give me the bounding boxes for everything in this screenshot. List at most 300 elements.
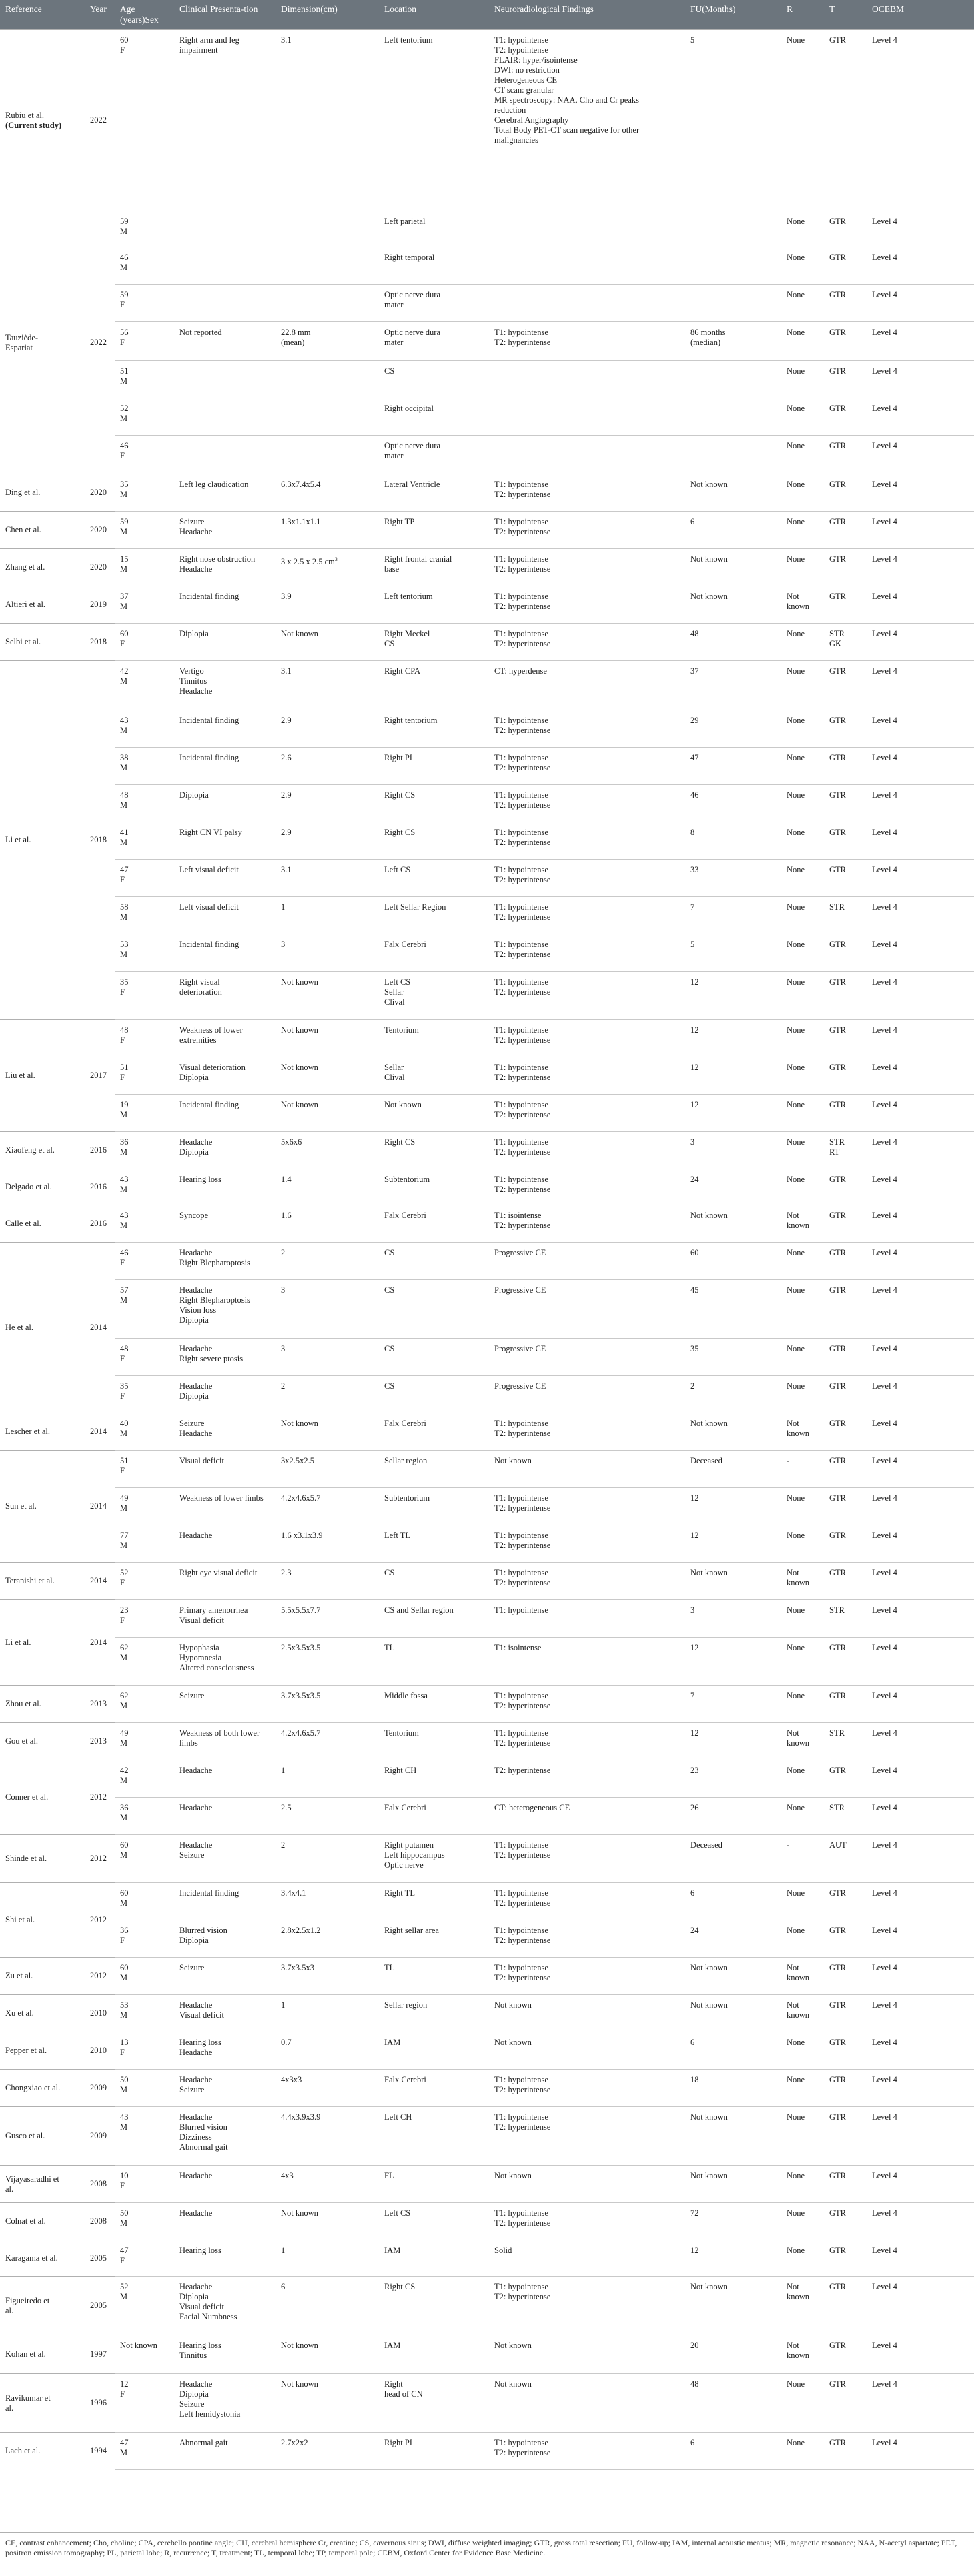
cell-ocebm: Level 4	[867, 748, 974, 785]
cell-follow-up: 12	[685, 1723, 781, 1760]
cell-year: 2022	[85, 30, 115, 211]
cell-recurrence: None	[781, 549, 824, 586]
cell-treatment: GTR	[824, 2374, 867, 2433]
cell-location: CS	[379, 1339, 489, 1376]
cell-clinical-presentation: Left leg claudication	[174, 474, 276, 512]
cell-reference: Pepper et al.	[0, 2032, 85, 2070]
cell-neuroradiological-findings: T1: hypointense T2: hyperintense	[489, 1020, 685, 1057]
cell-location: Left CS Sellar Clival	[379, 972, 489, 1020]
cell-ocebm: Level 4	[867, 361, 974, 398]
cell-ocebm: Level 4	[867, 211, 974, 247]
cell-neuroradiological-findings: T1: hypointense T2: hyperintense	[489, 1563, 685, 1600]
cell-dimension: 2.7x2x2	[276, 2433, 379, 2470]
col-header-location: Location	[379, 0, 489, 30]
cell-ocebm: Level 4	[867, 1205, 974, 1243]
cell-ocebm: Level 4	[867, 1798, 974, 1835]
cell-age-sex: 49 M	[115, 1488, 174, 1525]
cell-treatment: GTR	[824, 30, 867, 211]
cell-follow-up: 72	[685, 2203, 781, 2240]
cell-age-sex: 43 M	[115, 710, 174, 748]
cell-neuroradiological-findings: T1: hypointense T2: hyperintense	[489, 474, 685, 512]
cell-age-sex: 35 M	[115, 474, 174, 512]
cell-neuroradiological-findings	[489, 398, 685, 436]
cell-clinical-presentation	[174, 398, 276, 436]
cell-treatment: STR RT	[824, 1132, 867, 1169]
cell-dimension: 2	[276, 1243, 379, 1280]
cell-age-sex: 35 F	[115, 972, 174, 1020]
cell-ocebm: Level 4	[867, 2203, 974, 2240]
cell-reference: Calle et al.	[0, 1205, 85, 1243]
col-header-clinical-presentation: Clinical Presenta-tion	[174, 0, 276, 30]
cell-follow-up: 8	[685, 822, 781, 860]
cell-neuroradiological-findings: T1: hypointense T2: hyperintense	[489, 785, 685, 822]
cell-follow-up: Deceased	[685, 1451, 781, 1488]
cell-year: 2013	[85, 1723, 115, 1760]
cell-clinical-presentation: Left visual deficit	[174, 897, 276, 934]
cell-dimension	[276, 398, 379, 436]
cell-dimension	[276, 247, 379, 285]
cell-neuroradiological-findings: T1: hypointense T2: hyperintense	[489, 1723, 685, 1760]
cell-recurrence: Not known	[781, 1413, 824, 1451]
cell-follow-up: 47	[685, 748, 781, 785]
table-row	[0, 30, 974, 211]
cell-clinical-presentation	[174, 436, 276, 474]
table-row	[0, 1376, 974, 1413]
cell-neuroradiological-findings: T1: hypointense T2: hyperintense	[489, 934, 685, 972]
cell-year: 2014	[85, 1600, 115, 1686]
cell-treatment: GTR	[824, 247, 867, 285]
cell-age-sex: 59 F	[115, 285, 174, 322]
cell-treatment: STR	[824, 1723, 867, 1760]
cell-recurrence: None	[781, 1339, 824, 1376]
cell-recurrence: None	[781, 934, 824, 972]
cell-recurrence: None	[781, 1243, 824, 1280]
cell-clinical-presentation: Syncope	[174, 1205, 276, 1243]
cell-clinical-presentation: Headache Seizure	[174, 2070, 276, 2107]
cell-treatment: GTR	[824, 2166, 867, 2203]
cell-clinical-presentation: Weakness of lower limbs	[174, 1488, 276, 1525]
cell-age-sex: 47 M	[115, 2433, 174, 2470]
cell-clinical-presentation: Hypophasia Hypomnesia Altered consciousness	[174, 1638, 276, 1686]
cell-dimension: 1.4	[276, 1169, 379, 1205]
cell-year: 2017	[85, 1020, 115, 1132]
cell-clinical-presentation	[174, 247, 276, 285]
cell-clinical-presentation: Primary amenorrhea Visual deficit	[174, 1600, 276, 1638]
cell-follow-up: 18	[685, 2070, 781, 2107]
cell-year: 2020	[85, 549, 115, 586]
cell-age-sex: 53 M	[115, 1995, 174, 2032]
cell-clinical-presentation: Headache	[174, 2203, 276, 2240]
cell-reference: Vijayasaradhi et al.	[0, 2166, 85, 2203]
cell-neuroradiological-findings: T1: hypointense T2: hyperintense	[489, 624, 685, 661]
cell-ocebm: Level 4	[867, 1638, 974, 1686]
cell-follow-up: Not known	[685, 549, 781, 586]
cell-ocebm: Level 4	[867, 2070, 974, 2107]
cell-location: CS	[379, 1243, 489, 1280]
cell-age-sex: 48 F	[115, 1339, 174, 1376]
cell-age-sex: 51 F	[115, 1451, 174, 1488]
cell-recurrence: None	[781, 972, 824, 1020]
table-row	[0, 1205, 974, 1243]
cell-ocebm: Level 4	[867, 1958, 974, 1995]
cell-follow-up	[685, 436, 781, 474]
cell-reference: Chen et al.	[0, 512, 85, 549]
cell-treatment: GTR	[824, 1057, 867, 1095]
cell-age-sex: 50 M	[115, 2070, 174, 2107]
cell-recurrence: None	[781, 2107, 824, 2166]
table-row	[0, 2107, 974, 2166]
cell-ocebm: Level 4	[867, 1243, 974, 1280]
cell-age-sex: 43 M	[115, 1205, 174, 1243]
cell-recurrence: None	[781, 322, 824, 361]
table-row	[0, 1600, 974, 1638]
cell-follow-up: 23	[685, 1760, 781, 1798]
cell-follow-up: 3	[685, 1132, 781, 1169]
cell-reference: Zu et al.	[0, 1958, 85, 1995]
cell-neuroradiological-findings: CT: heterogeneous CE	[489, 1798, 685, 1835]
table-row	[0, 785, 974, 822]
cell-follow-up: 24	[685, 1169, 781, 1205]
cell-reference: Liu et al.	[0, 1020, 85, 1132]
cell-neuroradiological-findings: T1: hypointense T2: hyperintense	[489, 549, 685, 586]
table-row	[0, 398, 974, 436]
cell-age-sex: 48 M	[115, 785, 174, 822]
cell-reference: Xiaofeng et al.	[0, 1132, 85, 1169]
cell-treatment: GTR	[824, 1760, 867, 1798]
cell-neuroradiological-findings: T1: hypointense T2: hyperintense	[489, 748, 685, 785]
cell-location: Falx Cerebri	[379, 2070, 489, 2107]
cell-location: CS and Sellar region	[379, 1600, 489, 1638]
cell-neuroradiological-findings: Progressive CE	[489, 1243, 685, 1280]
cell-treatment: STR	[824, 897, 867, 934]
table-row	[0, 2433, 974, 2470]
cell-location: Right CS	[379, 1132, 489, 1169]
cell-location: Optic nerve dura mater	[379, 436, 489, 474]
cell-neuroradiological-findings	[489, 211, 685, 247]
table-row	[0, 586, 974, 624]
cell-recurrence: None	[781, 512, 824, 549]
cell-neuroradiological-findings: T1: isointense T2: hyperintense	[489, 1205, 685, 1243]
cell-ocebm: Level 4	[867, 822, 974, 860]
cell-location: FL	[379, 2166, 489, 2203]
cell-clinical-presentation: Visual deficit	[174, 1451, 276, 1488]
cell-follow-up: 2	[685, 1376, 781, 1413]
cell-follow-up	[685, 285, 781, 322]
cell-ocebm: Level 4	[867, 1563, 974, 1600]
cell-location: Right CS	[379, 2277, 489, 2335]
cell-ocebm: Level 4	[867, 1169, 974, 1205]
cell-dimension: 3.4x4.1	[276, 1883, 379, 1920]
table-row	[0, 2203, 974, 2240]
cell-neuroradiological-findings: T1: hypointense T2: hyperintense	[489, 2070, 685, 2107]
cell-neuroradiological-findings: T1: isointense	[489, 1638, 685, 1686]
cell-ocebm: Level 4	[867, 436, 974, 474]
table-footnote: CE, contrast enhancement; Cho, choline; CPA, cerebello pontine angle; CH, cerebral hemisphere Cr, creatine; CS, cavernous sinus; DWI, diffuse weighted imaging; GTR, gross total resection; FU, follow-up; IAM, internal acoustic meatus; MR, magnetic resonance; NAA, N-acetyl aspartate; PET, positron emission tomography; PL, parietal lobe; R, recurrence; T, treatment; TL, temporal lobe; TP, temporal pole; CEBM, Oxford Center for Evidence Base Medicine.	[0, 2532, 974, 2558]
cell-ocebm: Level 4	[867, 972, 974, 1020]
cell-location: Left CS	[379, 860, 489, 897]
cell-location: Falx Cerebri	[379, 1413, 489, 1451]
cell-clinical-presentation: Headache Diplopia Visual deficit Facial Numbness	[174, 2277, 276, 2335]
cell-recurrence: None	[781, 2240, 824, 2277]
cell-follow-up: Not known	[685, 586, 781, 624]
cell-treatment: GTR	[824, 512, 867, 549]
table-row	[0, 1958, 974, 1995]
cell-dimension: 1.6 x3.1x3.9	[276, 1525, 379, 1563]
cell-ocebm: Level 4	[867, 1760, 974, 1798]
cell-year: 2012	[85, 1958, 115, 1995]
cell-clinical-presentation: Weakness of lower extremities	[174, 1020, 276, 1057]
cell-location: Tentorium	[379, 1020, 489, 1057]
cell-reference: Karagama et al.	[0, 2240, 85, 2277]
cell-recurrence: None	[781, 30, 824, 211]
cell-reference: Kohan et al.	[0, 2335, 85, 2374]
cell-clinical-presentation: Headache Right Blepharoptosis Vision loss Diplopia	[174, 1280, 276, 1339]
cell-treatment: GTR	[824, 2107, 867, 2166]
cell-age-sex: 37 M	[115, 586, 174, 624]
cell-treatment: GTR	[824, 785, 867, 822]
cell-treatment: GTR	[824, 1376, 867, 1413]
cell-year: 2014	[85, 1243, 115, 1413]
cell-clinical-presentation: Headache	[174, 2166, 276, 2203]
cell-follow-up: 12	[685, 1638, 781, 1686]
cell-clinical-presentation: Incidental finding	[174, 710, 276, 748]
cell-neuroradiological-findings: Progressive CE	[489, 1339, 685, 1376]
cell-recurrence: None	[781, 2203, 824, 2240]
cell-recurrence: None	[781, 661, 824, 710]
cell-treatment: GTR	[824, 1020, 867, 1057]
cell-treatment: GTR	[824, 1995, 867, 2032]
cell-ocebm: Level 4	[867, 30, 974, 211]
cell-clinical-presentation: Headache	[174, 1760, 276, 1798]
cell-location: Left Sellar Region	[379, 897, 489, 934]
cell-clinical-presentation: Vertigo Tinnitus Headache	[174, 661, 276, 710]
cell-recurrence: Not known	[781, 586, 824, 624]
cell-treatment: GTR	[824, 2240, 867, 2277]
cell-dimension: 2	[276, 1835, 379, 1883]
cell-year: 2016	[85, 1169, 115, 1205]
cell-recurrence: None	[781, 285, 824, 322]
cell-neuroradiological-findings: T1: hypointense T2: hyperintense	[489, 1488, 685, 1525]
cell-neuroradiological-findings: T1: hypointense T2: hyperintense	[489, 860, 685, 897]
cell-clinical-presentation: Visual deterioration Diplopia	[174, 1057, 276, 1095]
cell-neuroradiological-findings	[489, 436, 685, 474]
cell-ocebm: Level 4	[867, 285, 974, 322]
cell-recurrence: None	[781, 2374, 824, 2433]
cell-follow-up: 37	[685, 661, 781, 710]
cell-dimension: 2.9	[276, 822, 379, 860]
cell-location: Right TL	[379, 1883, 489, 1920]
cell-treatment: GTR	[824, 1920, 867, 1958]
cell-location: Right head of CN	[379, 2374, 489, 2433]
cell-neuroradiological-findings: Progressive CE	[489, 1280, 685, 1339]
cell-recurrence: None	[781, 1600, 824, 1638]
cell-reference: Figueiredo et al.	[0, 2277, 85, 2335]
cell-follow-up: 7	[685, 897, 781, 934]
cell-year: 2014	[85, 1563, 115, 1600]
cell-location: Sellar region	[379, 1451, 489, 1488]
table-row	[0, 2240, 974, 2277]
cell-clinical-presentation: Abnormal gait	[174, 2433, 276, 2470]
cell-neuroradiological-findings: T1: hypointense T2: hyperintense	[489, 1132, 685, 1169]
table-row	[0, 1760, 974, 1798]
cell-reference: Lescher et al.	[0, 1413, 85, 1451]
cell-follow-up: 6	[685, 2032, 781, 2070]
table-row	[0, 1095, 974, 1132]
cell-follow-up: 12	[685, 1057, 781, 1095]
cell-treatment: GTR	[824, 860, 867, 897]
cell-follow-up: 6	[685, 2433, 781, 2470]
cell-recurrence: None	[781, 1020, 824, 1057]
table-row	[0, 934, 974, 972]
cell-location: Right tentorium	[379, 710, 489, 748]
cell-recurrence: Not known	[781, 1958, 824, 1995]
cell-year: 2012	[85, 1883, 115, 1958]
cell-ocebm: Level 4	[867, 549, 974, 586]
cell-dimension: 4x3	[276, 2166, 379, 2203]
cell-year: 2014	[85, 1451, 115, 1563]
cell-year: 1996	[85, 2374, 115, 2433]
table-row	[0, 1169, 974, 1205]
cell-age-sex: 46 F	[115, 436, 174, 474]
cell-follow-up: 5	[685, 30, 781, 211]
cell-location: Right temporal	[379, 247, 489, 285]
cell-follow-up: 12	[685, 972, 781, 1020]
cell-age-sex: 51 F	[115, 1057, 174, 1095]
cell-location: Right frontal cranial base	[379, 549, 489, 586]
cell-neuroradiological-findings: T1: hypointense	[489, 1600, 685, 1638]
cell-treatment: GTR	[824, 1563, 867, 1600]
cell-follow-up: 6	[685, 512, 781, 549]
cell-neuroradiological-findings: Not known	[489, 2032, 685, 2070]
cell-treatment: GTR	[824, 2277, 867, 2335]
cell-neuroradiological-findings: Not known	[489, 1995, 685, 2032]
cell-neuroradiological-findings: T1: hypointense T2: hypointense FLAIR: hyper/isointense DWI: no restriction Heterogeneous CE CT scan: granular MR spectroscopy: NAA, Cho and Cr peaks reduction Cerebral Angiography Total Body PET-CT scan negative for other malignancies	[489, 30, 685, 211]
cell-age-sex: Not known	[115, 2335, 174, 2374]
cell-location: Tentorium	[379, 1723, 489, 1760]
cell-treatment: GTR	[824, 2070, 867, 2107]
cell-follow-up: 86 months (median)	[685, 322, 781, 361]
cell-location: Right PL	[379, 748, 489, 785]
cell-clinical-presentation: Headache Diplopia Seizure Left hemidystonia	[174, 2374, 276, 2433]
table-row	[0, 549, 974, 586]
cell-location: Left CH	[379, 2107, 489, 2166]
cell-dimension: 2.8x2.5x1.2	[276, 1920, 379, 1958]
cell-dimension	[276, 211, 379, 247]
cell-recurrence: None	[781, 1376, 824, 1413]
cell-year: 2019	[85, 586, 115, 624]
cell-clinical-presentation: Headache Diplopia	[174, 1132, 276, 1169]
cell-treatment: GTR	[824, 1095, 867, 1132]
cell-recurrence: None	[781, 748, 824, 785]
cell-ocebm: Level 4	[867, 2166, 974, 2203]
cell-location: Not known	[379, 1095, 489, 1132]
cell-age-sex: 36 M	[115, 1798, 174, 1835]
cell-age-sex: 43 M	[115, 1169, 174, 1205]
table-row	[0, 1723, 974, 1760]
cell-treatment: GTR	[824, 1488, 867, 1525]
cell-year: 2012	[85, 1760, 115, 1835]
cell-recurrence: Not known	[781, 1723, 824, 1760]
cell-dimension: 1	[276, 897, 379, 934]
cell-reference: Xu et al.	[0, 1995, 85, 2032]
cell-clinical-presentation: Diplopia	[174, 785, 276, 822]
cell-recurrence: Not known	[781, 2335, 824, 2374]
cell-dimension: 1	[276, 1760, 379, 1798]
cell-dimension: 2.9	[276, 785, 379, 822]
cell-ocebm: Level 4	[867, 2374, 974, 2433]
cell-recurrence: None	[781, 2070, 824, 2107]
cell-ocebm: Level 4	[867, 2032, 974, 2070]
cell-location: Right sellar area	[379, 1920, 489, 1958]
cell-age-sex: 15 M	[115, 549, 174, 586]
cell-treatment: GTR	[824, 2203, 867, 2240]
cell-recurrence: None	[781, 1488, 824, 1525]
cell-reference: Chongxiao et al.	[0, 2070, 85, 2107]
cell-ocebm: Level 4	[867, 322, 974, 361]
col-header-recurrence: R	[781, 0, 824, 30]
cell-age-sex: 77 M	[115, 1525, 174, 1563]
cell-dimension: Not known	[276, 624, 379, 661]
cell-dimension: 0.7	[276, 2032, 379, 2070]
table-row	[0, 2335, 974, 2374]
cell-clinical-presentation	[174, 285, 276, 322]
cell-neuroradiological-findings: CT: hyperdense	[489, 661, 685, 710]
table-row	[0, 624, 974, 661]
cell-treatment: GTR	[824, 1883, 867, 1920]
cell-dimension: 22.8 mm (mean)	[276, 322, 379, 361]
cell-treatment: GTR	[824, 1205, 867, 1243]
cell-dimension: 1	[276, 2240, 379, 2277]
cell-clinical-presentation: Right nose obstruction Headache	[174, 549, 276, 586]
cell-recurrence: None	[781, 1169, 824, 1205]
cell-follow-up: 45	[685, 1280, 781, 1339]
cell-treatment: GTR	[824, 1451, 867, 1488]
cell-follow-up: 26	[685, 1798, 781, 1835]
cell-location: Falx Cerebri	[379, 1205, 489, 1243]
cell-recurrence: None	[781, 1920, 824, 1958]
cell-ocebm: Level 4	[867, 1525, 974, 1563]
cell-clinical-presentation: Right eye visual deficit	[174, 1563, 276, 1600]
cell-ocebm: Level 4	[867, 934, 974, 972]
cell-neuroradiological-findings: T1: hypointense T2: hyperintense	[489, 2107, 685, 2166]
cell-follow-up	[685, 398, 781, 436]
table-row	[0, 661, 974, 710]
table-row	[0, 285, 974, 322]
cell-ocebm: Level 4	[867, 398, 974, 436]
cell-location: IAM	[379, 2240, 489, 2277]
cell-dimension: 1	[276, 1995, 379, 2032]
cell-ocebm: Level 4	[867, 1451, 974, 1488]
cell-year: 2012	[85, 1835, 115, 1883]
cell-year: 2020	[85, 474, 115, 512]
cell-treatment: GTR	[824, 474, 867, 512]
cell-ocebm: Level 4	[867, 2107, 974, 2166]
cell-recurrence: None	[781, 860, 824, 897]
cell-neuroradiological-findings: Not known	[489, 2374, 685, 2433]
cell-reference: Colnat et al.	[0, 2203, 85, 2240]
cell-neuroradiological-findings: T1: hypointense T2: hyperintense	[489, 512, 685, 549]
cell-recurrence: None	[781, 1798, 824, 1835]
cell-follow-up: 5	[685, 934, 781, 972]
cell-age-sex: 62 M	[115, 1686, 174, 1723]
cell-ocebm: Level 4	[867, 586, 974, 624]
cell-location: Middle fossa	[379, 1686, 489, 1723]
col-header-neuroradiological-findings: Neuroradiological Findings	[489, 0, 685, 30]
cell-treatment: STR GK	[824, 624, 867, 661]
cell-dimension: 2.6	[276, 748, 379, 785]
cell-age-sex: 60 M	[115, 1883, 174, 1920]
cell-age-sex: 56 F	[115, 322, 174, 361]
